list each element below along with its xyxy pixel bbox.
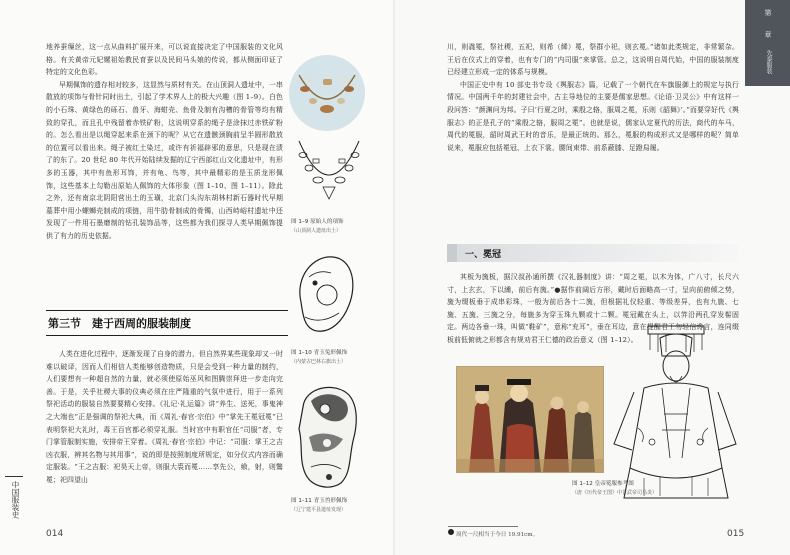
paragraph: 早期佩饰的遗存相对较多，这显然与质材有关。在山顶洞人遗址中，一串散放的项饰与骨针同时出土，引起了学术界人上的极大兴趣（图 1–9）。白色的小石珠、黄绿色的砾石、兽牙、海蚶壳、鱼骨及制有沟槽的骨管等均有精致的穿孔，而且孔中残留着赤铁矿粉，这说明穿系的绳子是涂抹过赤铁矿粉的。怎么看出是以绳穿起来系在颈下的呢？从它在遗骸颈胸前呈半圆形散放的位置可以看出来。绳子被红土染过，或许有祈福辟邪的意思，只是现在渍了的东了。20 世纪 80 年代开始陆续发掘的辽宁西部红山文化遗址中，有形多的玉器，其中有鱼形耳饰，并有龟、鸟等，其中最精彩的是玉质龙形佩饰，这些基本上勾勒出原始人佩饰的大体形象（图 1–10、图 1–11）。除此之外，还有南京北阴阳营出土的玉璜，北京门头沟东胡林村新石器时代早期墓葬中用小螺蛳壳制成的项链，用牛肋骨制成的骨镯，山西峙峪村遗址中还发现了一件用石墨磨制的钻孔装饰品等，这些都为我们探寻人类早期佩饰提供了有力的历史依据。 xyxy=(46,80,283,240)
figure-title: 青玉兔形佩饰 xyxy=(313,350,348,356)
figure-title: 青玉兽形佩饰 xyxy=(313,498,348,504)
chapter-char-2: 章 xyxy=(764,31,772,39)
page-number-left: 014 xyxy=(46,529,64,539)
subheading-bar xyxy=(447,244,739,262)
paragraph: 地养蚕缫丝，这一点从曲料扩展开来，可以说直接决定了中国服装的文化风格。有关黄帝元妃嫘祖始教民育蚕以及民间马头娘的传说，都从侧面印证了特定的文化色彩。 xyxy=(46,43,283,77)
jade-rabbit-drawing xyxy=(291,247,361,345)
jade-beast-drawing xyxy=(289,377,365,495)
subheading: 一、冕冠 xyxy=(465,250,502,260)
section-body-text xyxy=(46,348,283,487)
footnote-text: 周代一尺相当于今日 19.91cm。 xyxy=(456,532,539,538)
figure-caption-1-9 xyxy=(291,218,381,235)
figure-note: （内蒙古巴林右旗出土） xyxy=(291,358,347,365)
chapter-corner-tab xyxy=(745,0,790,86)
chapter-vertical-label: 先秦服装 xyxy=(765,50,772,74)
paragraph: 川，则毳冕，祭社稷，五祀，则希（絺）冕，祭群小祀，则玄冕。”诸如此类规定，非常繁杂。王后在仪式上的穿着，也有专门的“内司服”来掌管。总之，这说明自周代始，中国的服装制度已经建立形成一定的体系与规模。 xyxy=(447,43,739,77)
figure-number: 图 1–11 xyxy=(291,498,312,504)
footnote-marker-icon xyxy=(448,529,454,535)
paragraph: 人类在进化过程中，逐渐发现了自身的潜力，但自然界某些现象却又一时难以破译，因而人们相信人类能够创造物质，只是会受到一种力量的制约，人们要想有一种超自然的力量，就必须使原始巫风和图腾崇拜进一步走向完善。于是，关乎社稷大事的仪典必须在庄严隆重的气氛中进行，用于一系列祭祀活动的服装自然要要精心安排。《礼记·礼运篇》讲“养生、送死，事鬼神之大端也”正是强调的祭祀大典，而《周礼·春官·宗伯》中“掌先王冕冠冕”已表明祭祀大礼时，毒王百官都必须穿礼服。当时宫中有职官任“司服”者，专门掌管服制实施，安排帝王穿着。《周礼·春官·宗伯》中记：“司服：掌王之吉凶衣服，辨其名物与其用事”，说的即是按照制度所规定，如分仪式内容而确定服装。“王之吉服：祀昊天上帝，则服大裘而冕……享先公，飨，射，则鷩冕；祀四望山 xyxy=(46,350,283,484)
figure-number: 图 1–9 xyxy=(291,219,309,225)
emperor-painting-photo xyxy=(456,366,604,473)
paragraph: 其板为旒板，据汉叔孙通所撰《汉礼器制度》讲：“周之冕，以木为体，广八寸，长尺六寸，上玄玄，下以纁，前后有旒。”●据作前阔后方形，戴时后面略高一寸，呈向前俯倾之势，旒为缀板垂于成串彩珠，一般为前后各十二旒，但根据礼仪轻重、等级差异，也有九旒、七旒、五旒、三旒之分，每旒多为穿玉珠九颗或十二颗。冕冠戴在头上，以笄沿两孔穿发髻固定。两边各垂一珠，叫做“鞋矿”，意称“充耳”，垂在耳边，意在提醒君王勿轻信谗言，连同缀板前低俯就之形都含有规劝君王仁德的政治意义（图 1–12）。 xyxy=(447,273,739,344)
footnote xyxy=(448,529,538,538)
figure-caption-1-12 xyxy=(572,480,732,497)
paragraph: 中国正史中有 10 部史书专设《舆服志》篇，记载了一个朝代在车旗服御上的规定与执行情况。中国两千年的封建社会中，古主导地位的主要是儒家思想。《论语·卫灵公》中有这样一段问答：“颜渊问为邦。子曰‘行夏之时，乘殷之辂，服周之冕，乐则《韶舞》’。”而要穿好代《舆服志》的正是孔子的“乘殷之辂，服周之冕”。也就是说，儒家认定夏代的历法，商代的车马，周代的冕服，韶时周武王时的音乐，是最正统的。那么，冕服的构成形式又是哪样的呢？简单说来，冕服应包括冕冠、上衣下裳、腰间束带、前系蔽膝、足蹬舄履。 xyxy=(447,80,739,152)
figure-number: 图 1–10 xyxy=(291,350,312,356)
subheading-marker xyxy=(447,244,457,262)
figure-number: 图 1–12 xyxy=(572,481,593,487)
right-body-text xyxy=(447,41,739,154)
figure-caption-1-10 xyxy=(291,349,381,366)
section-title: 第三节 建于西周的服装制度 xyxy=(46,310,288,336)
figure-note: （辽宁建平县遗址发现） xyxy=(291,506,347,513)
necklace-drawing xyxy=(291,135,367,213)
figure-note: （山顶洞人遗址出土） xyxy=(291,227,342,234)
side-tab xyxy=(5,476,23,539)
page-number-right: 015 xyxy=(727,529,745,539)
necklace-photo xyxy=(287,53,367,131)
side-tab-label: 中国服装史 xyxy=(11,481,20,519)
footnote-rule xyxy=(448,526,518,527)
figure-title: 皇帝冕服参考图 xyxy=(594,481,634,487)
left-body-text xyxy=(46,41,283,243)
chapter-char-1: 第 xyxy=(764,9,772,17)
figure-note: （唐《历代帝王图》中晋武帝司马炎） xyxy=(572,489,658,496)
figure-title: 原始人的项饰 xyxy=(310,219,344,225)
emperor-line-drawing xyxy=(604,318,744,506)
figure-caption-1-11 xyxy=(291,497,381,514)
